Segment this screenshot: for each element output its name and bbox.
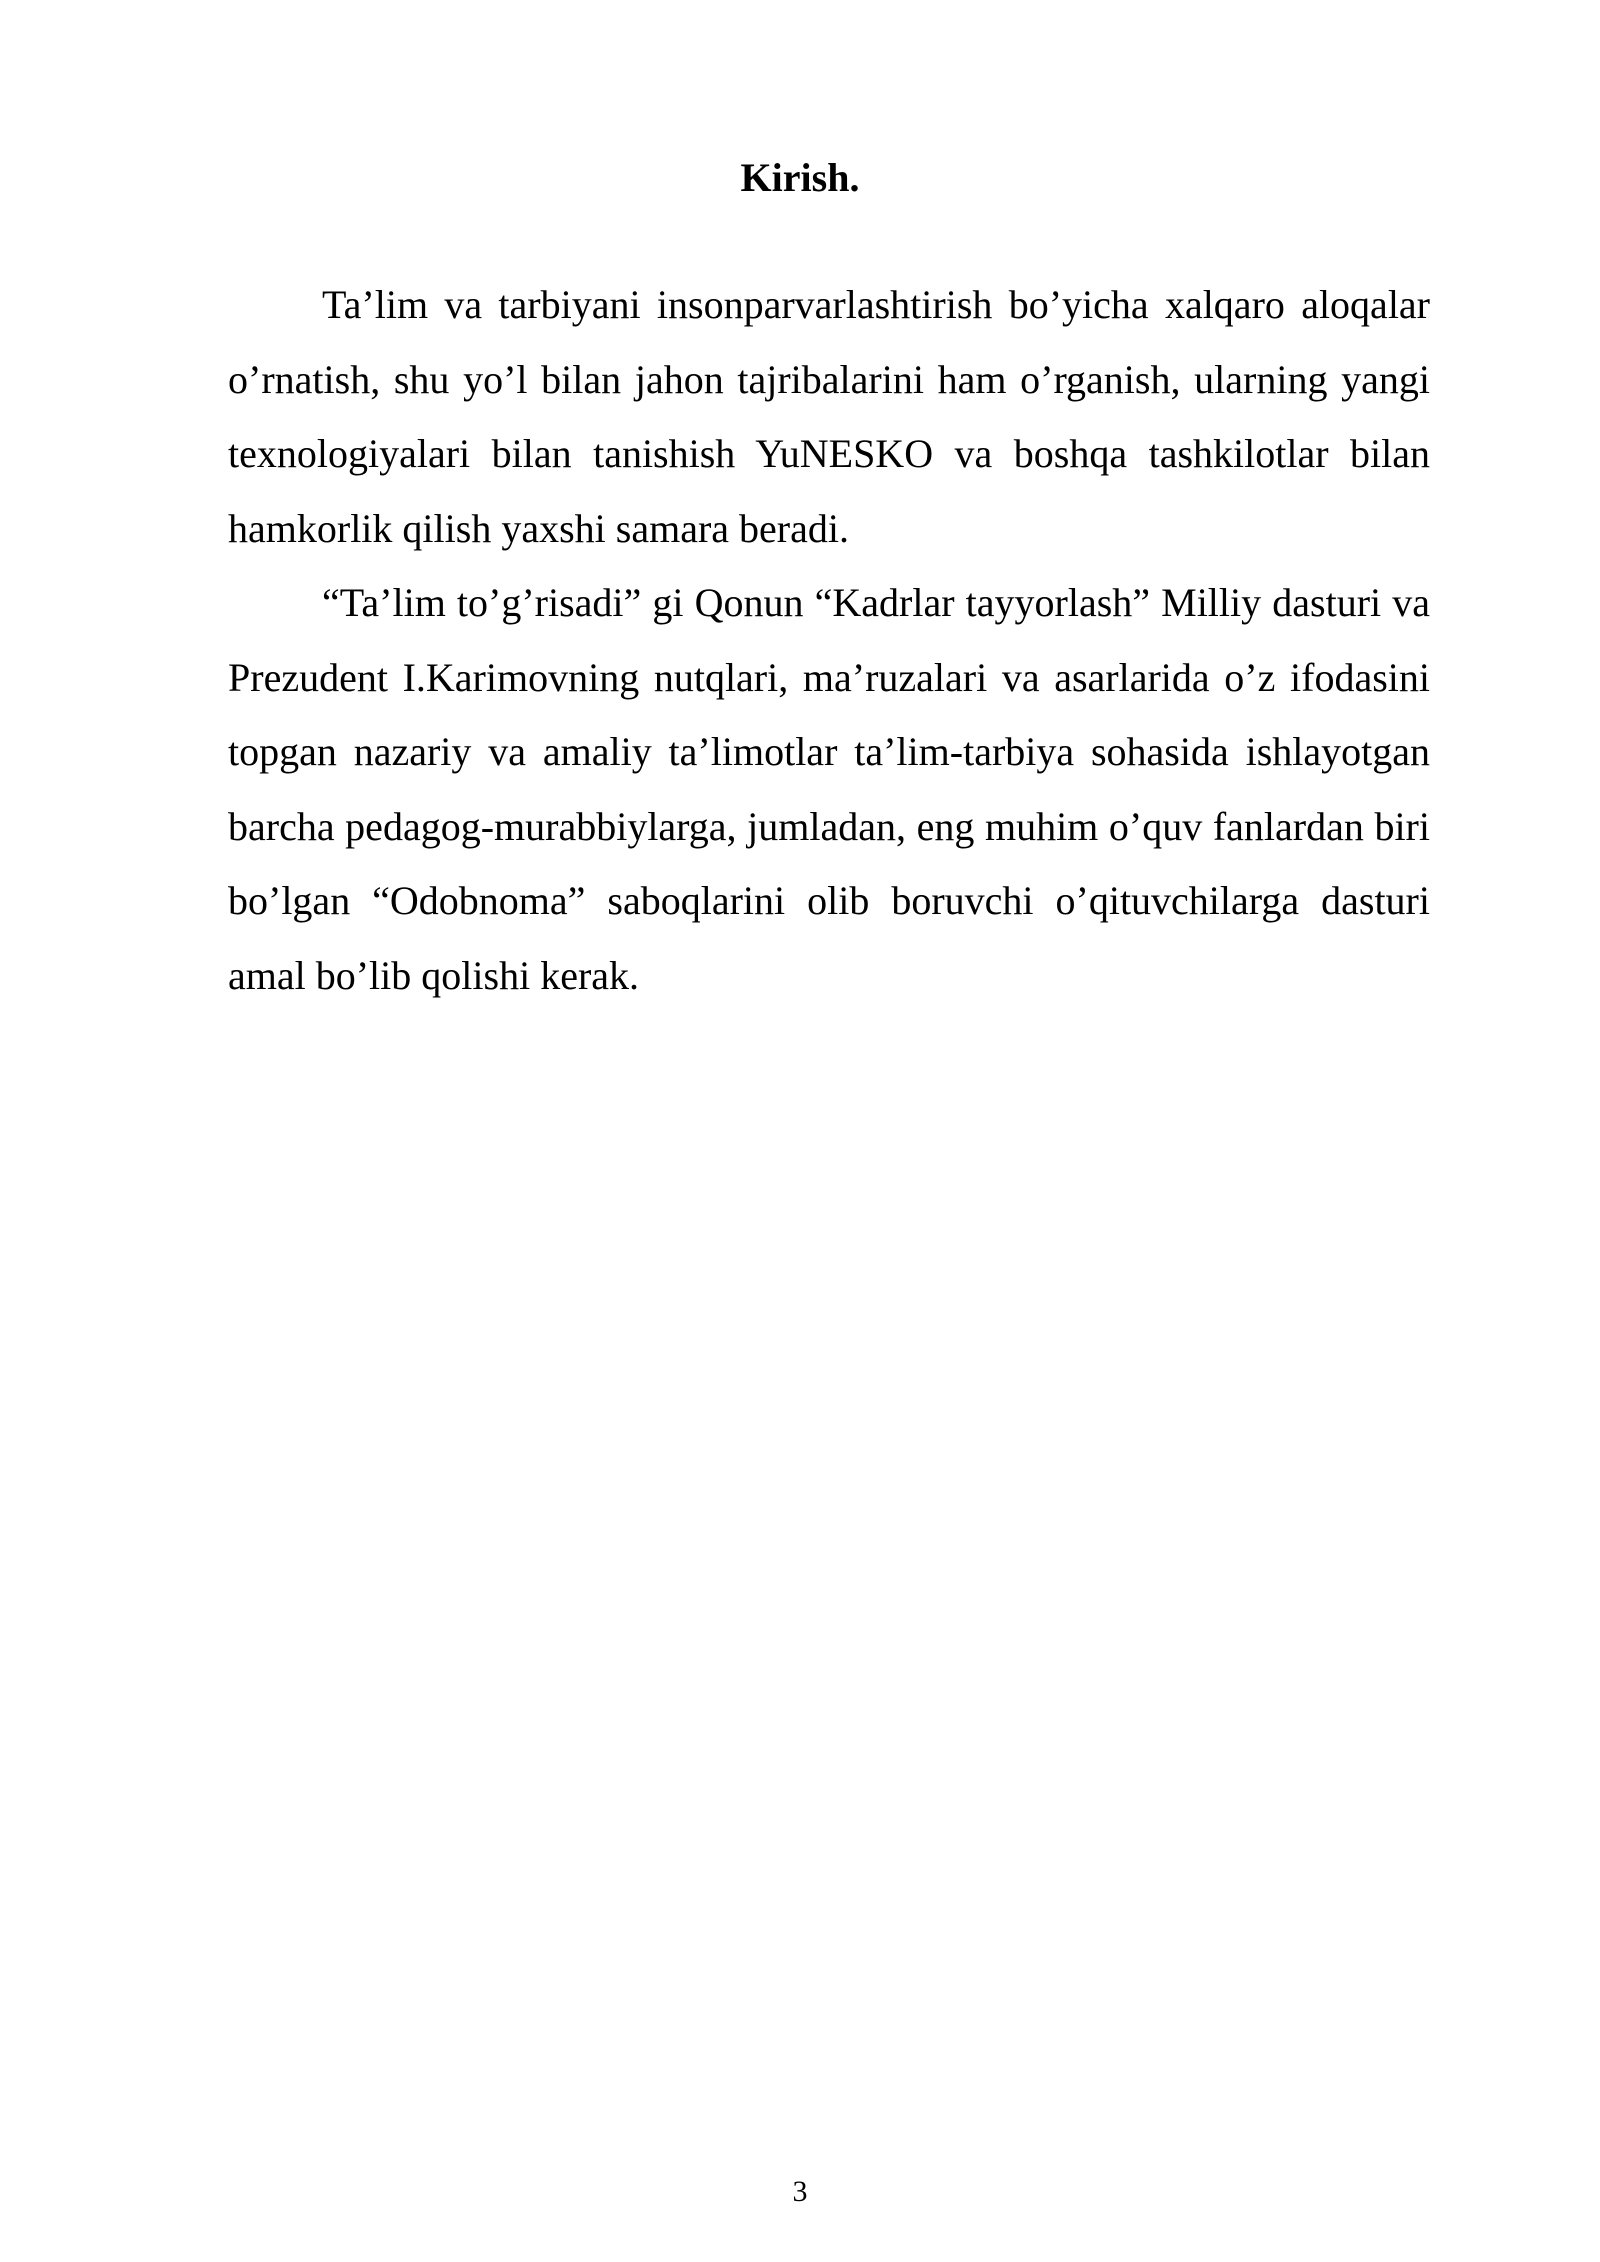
body-text	[228, 268, 1430, 1013]
page-title: Kirish.	[740, 155, 860, 200]
page-number: 3	[792, 2175, 808, 2208]
paragraph-2: “Ta’lim to’g’risadi” gi Qonun “Kadrlar tayyorlash” Milliy dasturi va Prezudent I.Karimovning nutqlari, ma’ruzalari va asarlarida o’z ifodasini topgan nazariy va amaliy ta’limotlar ta’lim-tarbiya sohasida ishlayotgan barcha pedagog-murabbiylarga, jumladan, eng muhim o’quv fanlardan biri bo’lgan “Odobnoma” saboqlarini olib boruvchi o’qituvchilarga dasturi amal bo’lib qolishi kerak.	[228, 580, 1430, 998]
paragraph-1: Ta’lim va tarbiyani insonparvarlashtirish bo’yicha xalqaro aloqalar o’rnatish, shu yo’l bilan jahon tajribalarini ham o’rganish, ularning yangi texnologiyalari bilan tanishish YuNESKO va boshqa tashkilotlar bilan hamkorlik qilish yaxshi samara beradi.	[228, 282, 1430, 551]
